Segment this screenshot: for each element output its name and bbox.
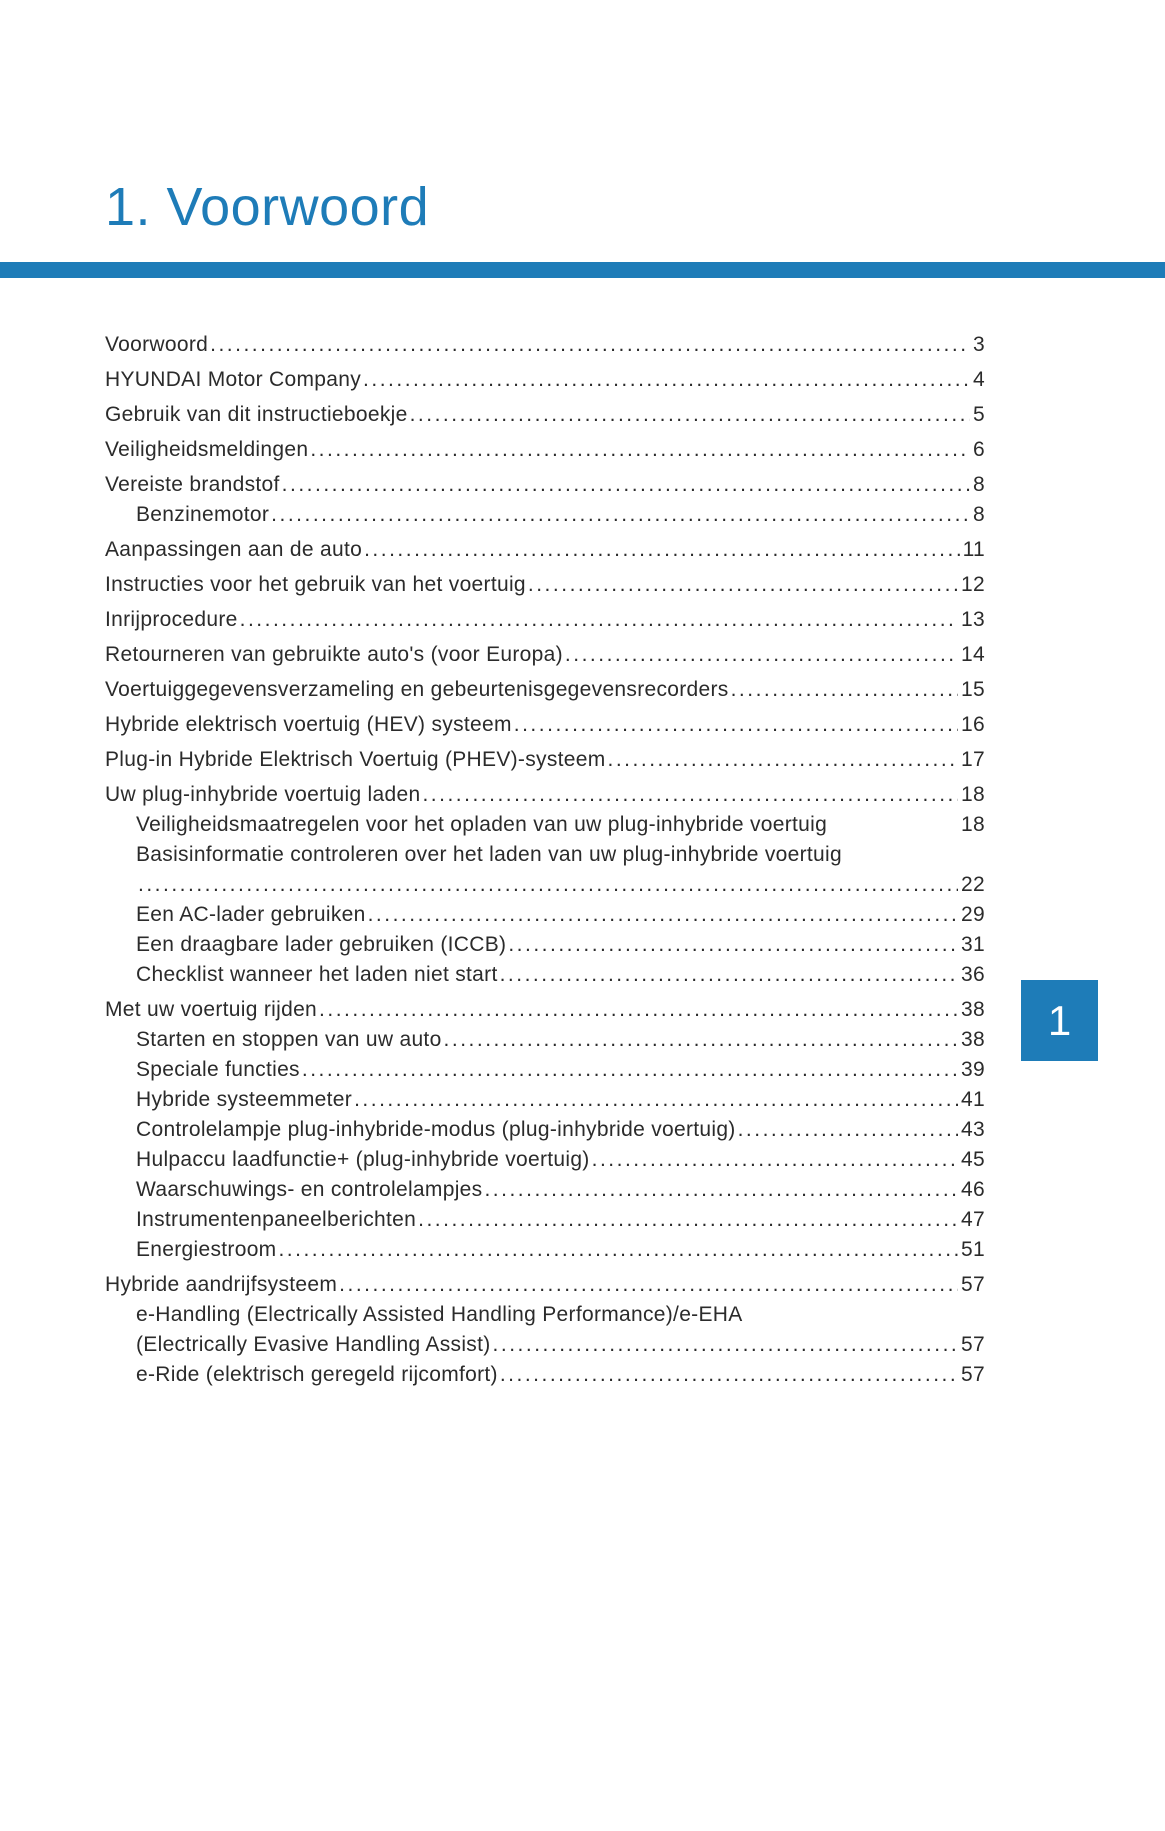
- toc-entry-label: Voertuiggegevensverzameling en gebeurtenisgegevensrecorders: [105, 678, 729, 701]
- toc-leader-dots: [240, 605, 958, 635]
- toc-leader-dots: [608, 745, 959, 775]
- toc-leader-dots: [364, 535, 960, 565]
- toc-entry-page-number: 15: [961, 678, 985, 701]
- toc-leader-dots: [731, 675, 958, 705]
- toc-entry-label: Hybride systeemmeter: [136, 1088, 353, 1111]
- toc-leader-dots: [138, 870, 958, 900]
- toc-entry: [105, 675, 985, 705]
- toc-entry-page-number: 46: [961, 1178, 985, 1201]
- toc-entry: [105, 1175, 985, 1205]
- toc-entry-row: [105, 400, 985, 430]
- toc-entry-label: Hulpaccu laadfunctie+ (plug-inhybride voertuig): [136, 1148, 590, 1171]
- toc-entry-label: Voorwoord: [105, 333, 209, 356]
- toc-leader-dots: [514, 710, 958, 740]
- toc-entry-page-number: 5: [973, 403, 985, 426]
- toc-entry-row: [136, 1205, 985, 1235]
- toc-entry-row: [105, 995, 985, 1025]
- toc-entry-label: Benzinemotor: [136, 503, 270, 526]
- toc-entry: [105, 1145, 985, 1175]
- toc-entry: [105, 1115, 985, 1145]
- toc-entry-row: [105, 675, 985, 705]
- toc-entry-row: [136, 930, 985, 960]
- toc-entry-row: [136, 1360, 985, 1390]
- toc-entry: [105, 400, 985, 430]
- toc-entry: [105, 1025, 985, 1055]
- toc-leader-dots: [368, 900, 958, 930]
- toc-entry: [105, 1055, 985, 1085]
- toc-entry-row: [136, 1330, 985, 1360]
- toc-entry-label: Veiligheidsmaatregelen voor het opladen van uw plug-inhybride voertuig: [136, 813, 828, 836]
- toc-entry-label: Hybride elektrisch voertuig (HEV) systeem: [105, 713, 512, 736]
- toc-entry: [105, 810, 985, 840]
- toc-entry-row: [105, 780, 985, 810]
- toc-entry-label: e-Ride (elektrisch geregeld rijcomfort): [136, 1363, 498, 1386]
- toc-entry: [105, 1085, 985, 1115]
- toc-entry-row: [136, 1235, 985, 1265]
- toc-entry-label: Starten en stoppen van uw auto: [136, 1028, 442, 1051]
- toc-entry-page-number: 3: [973, 333, 985, 356]
- toc-entry-page-number: 57: [961, 1273, 985, 1296]
- toc-leader-dots: [493, 1330, 959, 1360]
- toc-leader-dots: [738, 1115, 958, 1145]
- toc-leader-dots: [282, 470, 970, 500]
- toc-entry: [105, 365, 985, 395]
- toc-entry-page-number: 38: [961, 1028, 985, 1051]
- toc-leader-dots: [500, 1360, 958, 1390]
- toc-entry-row: [136, 1085, 985, 1115]
- toc-entry-label: Plug-in Hybride Elektrisch Voertuig (PHEV)-systeem: [105, 748, 606, 771]
- toc-entry: [105, 840, 985, 900]
- toc-entry: [105, 930, 985, 960]
- toc-entry-row: [136, 500, 985, 530]
- toc-entry-page-number: 17: [961, 748, 985, 771]
- toc-entry-page-number: 18: [961, 783, 985, 806]
- toc-list: [105, 330, 985, 1390]
- toc-leader-dots: [528, 570, 958, 600]
- toc-entry-label: Een draagbare lader gebruiken (ICCB): [136, 933, 507, 956]
- toc-entry: [105, 470, 985, 500]
- toc-entry-label: Veiligheidsmeldingen: [105, 438, 309, 461]
- toc-entry: [105, 1205, 985, 1235]
- toc-entry-label: Aanpassingen aan de auto: [105, 538, 363, 561]
- toc-entry: [105, 1270, 985, 1300]
- toc-entry-label: Checklist wanneer het laden niet start: [136, 963, 498, 986]
- toc-entry-page-number: 22: [961, 873, 985, 896]
- toc-entry-row: [105, 470, 985, 500]
- toc-entry-row: [105, 435, 985, 465]
- toc-leader-dots: [418, 1205, 958, 1235]
- toc-entry-label: Gebruik van dit instructieboekje: [105, 403, 408, 426]
- toc-entry: [105, 995, 985, 1025]
- toc-entry-page-number: 51: [961, 1238, 985, 1261]
- toc-entry: [105, 605, 985, 635]
- toc-entry-page-number: 14: [961, 643, 985, 666]
- toc-entry-row: [105, 330, 985, 360]
- toc-entry: [105, 900, 985, 930]
- toc-leader-dots: [422, 780, 958, 810]
- toc-entry-row: [136, 1145, 985, 1175]
- toc-entry-row: [136, 870, 985, 900]
- toc-entry: [105, 435, 985, 465]
- toc-entry-label: Basisinformatie controleren over het laden van uw plug-inhybride voertuig: [136, 843, 842, 866]
- toc-entry: [105, 570, 985, 600]
- section-thumb-tab: [1021, 980, 1098, 1061]
- toc-entry-label: Retourneren van gebruikte auto's (voor Europa): [105, 643, 563, 666]
- toc-entry-page-number: 18: [961, 813, 985, 836]
- toc-entry-page-number: 13: [961, 608, 985, 631]
- toc-entry-label: Controlelampje plug-inhybride-modus (plug-inhybride voertuig): [136, 1118, 736, 1141]
- toc-leader-dots: [210, 330, 970, 360]
- toc-entry: [105, 1360, 985, 1390]
- toc-entry-page-number: 8: [973, 503, 985, 526]
- toc-leader-dots: [565, 640, 958, 670]
- toc-entry-row: [136, 960, 985, 990]
- toc-entry-row: [105, 535, 985, 565]
- toc-entry-page-number: 38: [961, 998, 985, 1021]
- toc-entry-label: Speciale functies: [136, 1058, 300, 1081]
- toc-entry-page-number: 11: [962, 538, 985, 561]
- toc-entry-label: Uw plug-inhybride voertuig laden: [105, 783, 421, 806]
- toc-entry: [105, 330, 985, 360]
- toc-entry: [105, 500, 985, 530]
- toc-leader-dots: [500, 960, 958, 990]
- toc-leader-dots: [484, 1175, 958, 1205]
- toc-leader-dots: [278, 1235, 958, 1265]
- toc-entry-row: [105, 1270, 985, 1300]
- toc-entry-row: [136, 1115, 985, 1145]
- toc-entry-page-number: 31: [961, 933, 985, 956]
- toc-entry: [105, 640, 985, 670]
- toc-entry-label: Vereiste brandstof: [105, 473, 280, 496]
- toc-entry-page-number: 29: [961, 903, 985, 926]
- toc-leader-dots: [444, 1025, 958, 1055]
- toc-entry-row: [105, 640, 985, 670]
- toc-entry-row: [105, 570, 985, 600]
- toc-entry-row: [136, 810, 985, 840]
- toc-entry-page-number: 57: [961, 1333, 985, 1356]
- section-divider-bar: [0, 262, 1165, 278]
- toc-entry-label: Met uw voertuig rijden: [105, 998, 318, 1021]
- toc-entry-page-number: 16: [961, 713, 985, 736]
- toc-leader-dots: [271, 500, 970, 530]
- toc-leader-dots: [592, 1145, 958, 1175]
- toc-leader-dots: [310, 435, 970, 465]
- toc-entry-page-number: 6: [973, 438, 985, 461]
- toc-entry-row: [105, 745, 985, 775]
- toc-entry-page-number: 47: [961, 1208, 985, 1231]
- toc-entry-page-number: 45: [961, 1148, 985, 1171]
- toc-leader-dots: [339, 1270, 958, 1300]
- toc-leader-dots: [508, 930, 958, 960]
- toc-entry: [105, 710, 985, 740]
- toc-entry-label: Waarschuwings- en controlelampjes: [136, 1178, 483, 1201]
- toc-entry-label: Energiestroom: [136, 1238, 277, 1261]
- toc-entry-page-number: 12: [961, 573, 985, 596]
- toc-entry-row: [136, 900, 985, 930]
- toc-entry-label: HYUNDAI Motor Company: [105, 368, 362, 391]
- toc-entry-label: Instructies voor het gebruik van het voertuig: [105, 573, 526, 596]
- toc-entry-page-number: 41: [961, 1088, 985, 1111]
- toc-leader-dots: [363, 365, 970, 395]
- toc-entry-label: Een AC-lader gebruiken: [136, 903, 366, 926]
- toc-leader-dots: [302, 1055, 958, 1085]
- toc-entry-page-number: 43: [961, 1118, 985, 1141]
- toc-entry-row: [105, 365, 985, 395]
- manual-page: [0, 178, 1165, 1390]
- toc-entry-label: Instrumentenpaneelberichten: [136, 1208, 417, 1231]
- toc-leader-dots: [410, 400, 970, 430]
- toc-entry: [105, 1300, 985, 1360]
- toc-entry: [105, 745, 985, 775]
- toc-entry: [105, 1235, 985, 1265]
- toc-entry-row: [136, 1055, 985, 1085]
- toc-entry-row: [136, 1025, 985, 1055]
- toc-entry-label: Hybride aandrijfsysteem: [105, 1273, 338, 1296]
- toc-entry-row: [105, 605, 985, 635]
- toc-entry-page-number: 36: [961, 963, 985, 986]
- toc-entry: [105, 960, 985, 990]
- section-tab-number: 1: [1047, 996, 1072, 1044]
- toc-entry: [105, 780, 985, 810]
- toc-leader-dots: [354, 1085, 958, 1115]
- page-title: 1. Voorwoord: [105, 177, 430, 237]
- toc-entry-page-number: 4: [973, 368, 985, 391]
- toc-entry-row: [105, 710, 985, 740]
- toc-entry-row: [136, 1175, 985, 1205]
- toc-entry-label: (Electrically Evasive Handling Assist): [136, 1333, 491, 1356]
- toc-entry: [105, 535, 985, 565]
- toc-entry-page-number: 39: [961, 1058, 985, 1081]
- toc-entry-page-number: 8: [973, 473, 985, 496]
- toc-leader-dots: [319, 995, 958, 1025]
- toc-entry-label: Inrijprocedure: [105, 608, 238, 631]
- toc-entry-label: e-Handling (Electrically Assisted Handling Performance)/e-EHA: [136, 1303, 743, 1326]
- toc-entry-page-number: 57: [961, 1363, 985, 1386]
